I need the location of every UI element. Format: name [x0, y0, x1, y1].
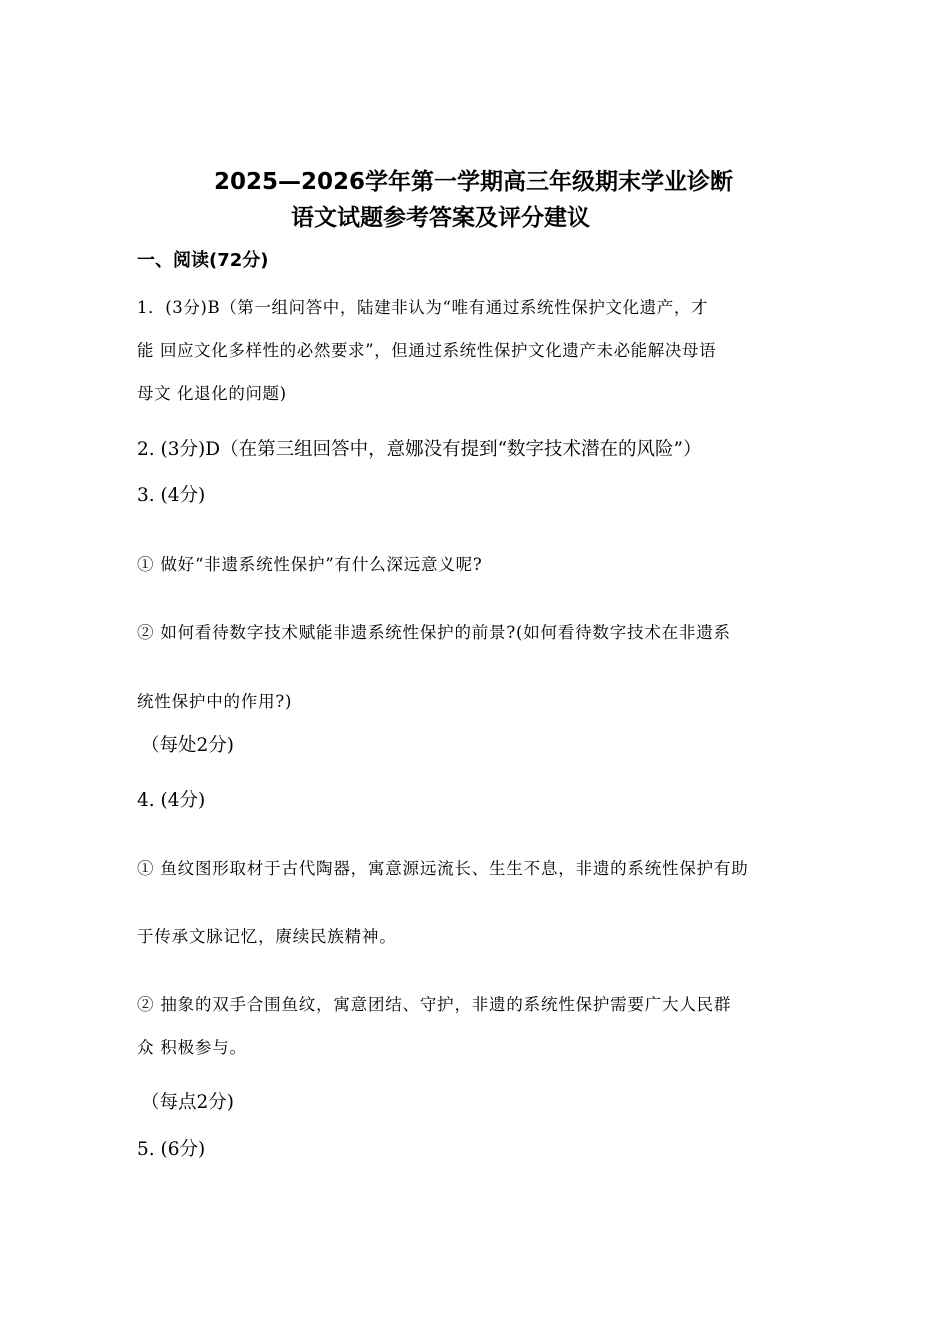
answer-q1-line-2: 能 回应文化多样性的必然要求”，但通过系统性保护文化遗产未必能解决母语 — [137, 341, 717, 360]
answer-q4-item-1-line-1: ① 鱼纹图形取材于古代陶器，寓意源远流长、生生不息，非遗的系统性保护有助 — [137, 859, 749, 878]
answer-q1-line-1: 1．(3分)B（第一组问答中，陆建非认为“唯有通过系统性保护文化遗产，才 — [137, 298, 709, 317]
answer-q4-item-1-line-2: 于传承文脉记忆，赓续民族精神。 — [137, 927, 397, 946]
answer-q4-note: （每点2分) — [141, 1092, 234, 1113]
document-title-line-1: 2025—2026学年第一学期高三年级期末学业诊断 — [214, 169, 734, 195]
answer-q2-line-1: 2. (3分)D（在第三组回答中，意娜没有提到“数字技术潜在的风险”） — [137, 439, 702, 460]
section-heading: 一、阅读(72分) — [137, 250, 269, 271]
answer-q3-header: 3. (4分) — [137, 485, 206, 506]
answer-q5-header: 5. (6分) — [137, 1139, 206, 1160]
answer-q1-line-3: 母文 化退化的问题) — [137, 384, 287, 403]
answer-q3-note: （每处2分) — [141, 735, 234, 756]
answer-q3-item-2-line-2: 统性保护中的作用?) — [137, 692, 293, 711]
answer-q4-item-2-line-1: ② 抽象的双手合围鱼纹，寓意团结、守护，非遗的系统性保护需要广大人民群 — [137, 995, 732, 1014]
answer-q4-header: 4. (4分) — [137, 790, 206, 811]
answer-q4-item-2-line-2: 众 积极参与。 — [137, 1038, 247, 1057]
answer-q3-item-1: ① 做好“非遗系统性保护”有什么深远意义呢? — [137, 555, 483, 574]
answer-q3-item-2-line-1: ② 如何看待数字技术赋能非遗系统性保护的前景?(如何看待数字技术在非遗系 — [137, 623, 731, 642]
document-title-line-2: 语文试题参考答案及评分建议 — [291, 205, 590, 231]
